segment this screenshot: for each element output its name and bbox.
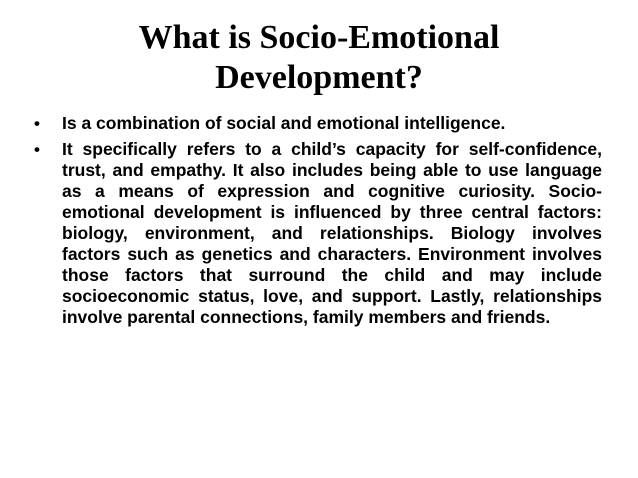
- slide-title: [40, 18, 598, 98]
- slide-title-line-2: Development?: [215, 59, 423, 96]
- bullet-text-details: It specifically refers to a child’s capacity for self-confidence, trust, and empathy. It also includes being able to use language as a means of expression and cognitive curiosity. Socio-emotional development is influenced by three central factors: biology, environment, and relationships. Biology involves factors such as genetics and characters. Environment involves those factors that surround the child and may include socioeconomic status, love, and support. Lastly, relationships involve parental connections, family members and friends.: [62, 139, 602, 327]
- bullet-text-definition: Is a combination of social and emotional intelligence.: [62, 113, 506, 133]
- bullet-item-definition: [30, 113, 602, 134]
- slide-title-line-1: What is Socio-Emotional: [138, 19, 500, 56]
- bullet-list: [30, 113, 602, 333]
- bullet-marker: •: [34, 140, 40, 159]
- bullet-marker: •: [34, 114, 40, 133]
- bullet-item-details: [30, 139, 602, 328]
